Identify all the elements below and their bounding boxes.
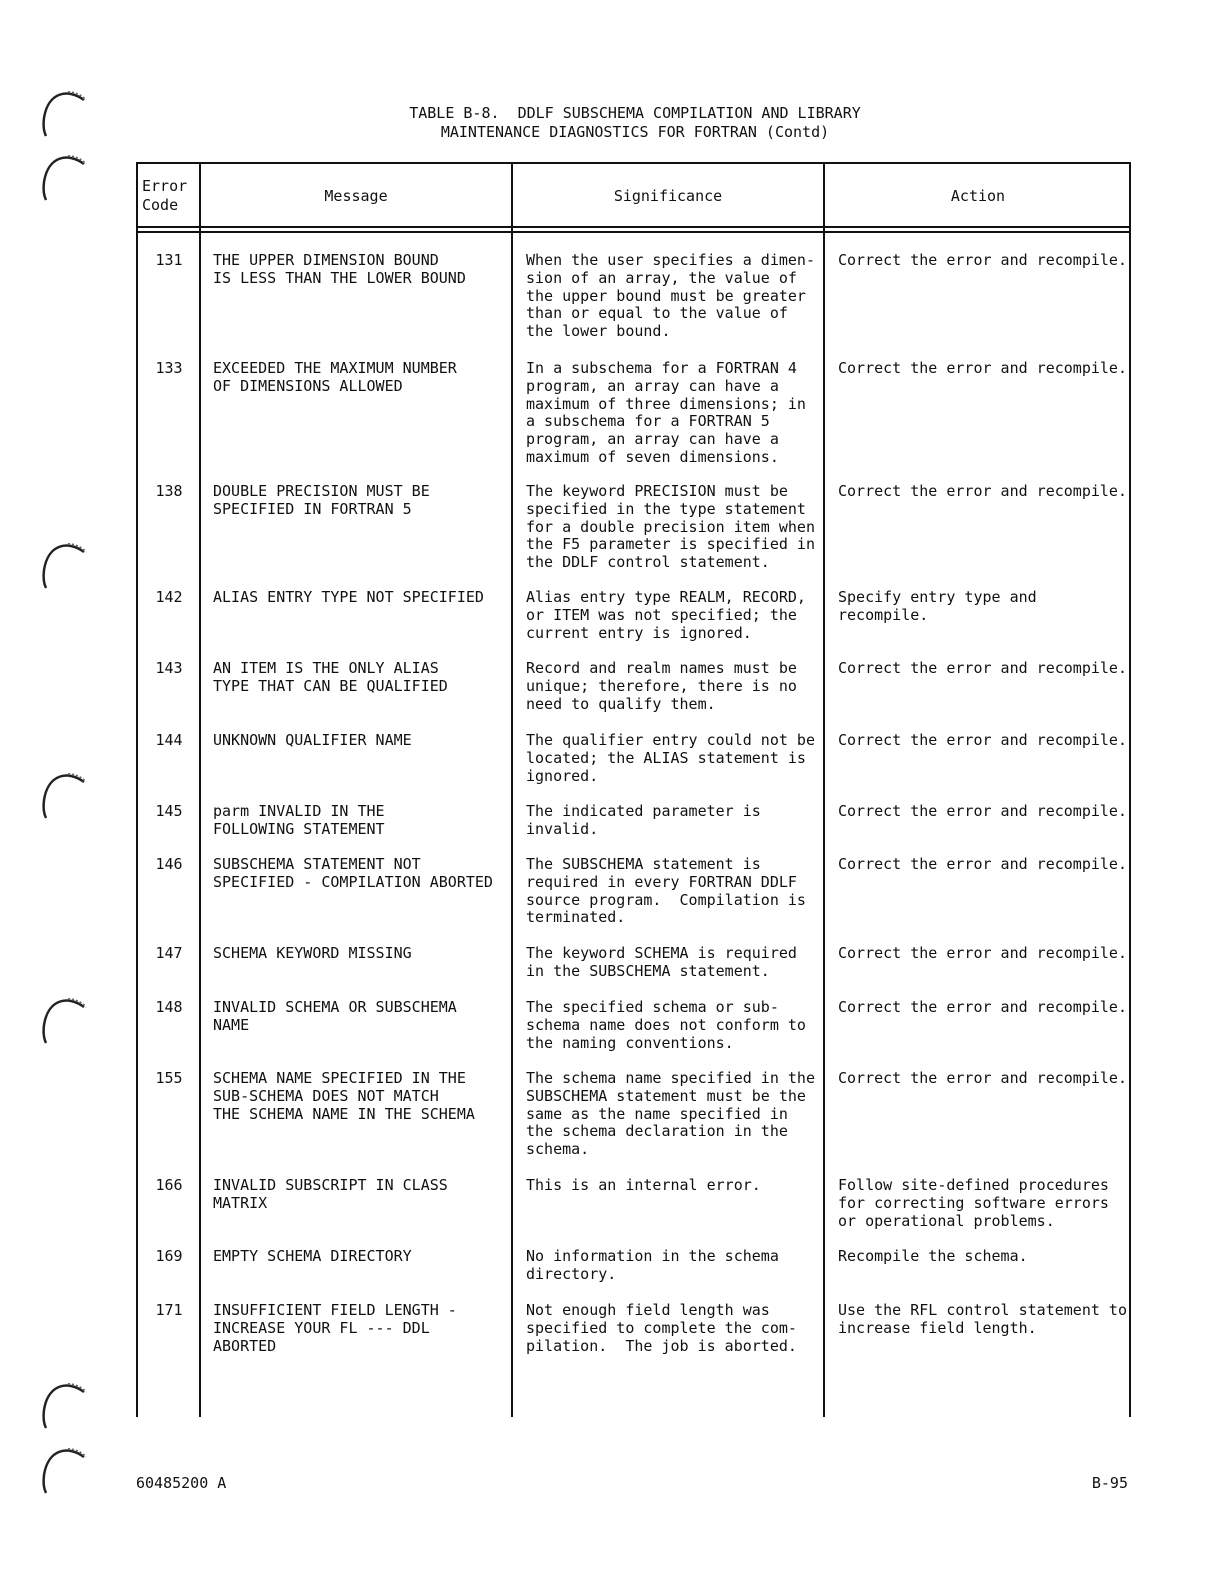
column-divider — [199, 164, 201, 1417]
error-code: 166 — [155, 1176, 183, 1194]
error-code: 155 — [155, 1069, 183, 1087]
action: Recompile the schema. — [838, 1247, 1028, 1265]
binder-hole-mark — [38, 1445, 90, 1495]
column-divider — [511, 164, 513, 1417]
action: Correct the error and recompile. — [838, 944, 1127, 962]
action: Correct the error and recompile. — [838, 802, 1127, 820]
action: Correct the error and recompile. — [838, 359, 1127, 377]
binder-hole-mark — [38, 540, 90, 590]
message: DOUBLE PRECISION MUST BE SPECIFIED IN FORTRAN 5 — [213, 482, 430, 518]
header-significance: Significance — [613, 186, 723, 205]
significance: The schema name specified in the SUBSCHEMA statement must be the same as the name specified in the schema declaration in the schema. — [526, 1069, 815, 1159]
binder-hole-mark — [38, 995, 90, 1045]
message: SCHEMA NAME SPECIFIED IN THE SUB-SCHEMA DOES NOT MATCH THE SCHEMA NAME IN THE SCHEMA — [213, 1069, 475, 1123]
error-code: 145 — [155, 802, 183, 820]
message: THE UPPER DIMENSION BOUND IS LESS THAN THE LOWER BOUND — [213, 251, 466, 287]
error-code: 143 — [155, 659, 183, 677]
column-divider — [823, 164, 825, 1417]
binder-hole-mark — [38, 152, 90, 202]
significance: The SUBSCHEMA statement is required in every FORTRAN DDLF source program. Compilation is terminated. — [526, 855, 806, 927]
message: INVALID SCHEMA OR SUBSCHEMA NAME — [213, 998, 457, 1034]
binder-hole-mark — [38, 770, 90, 820]
significance: In a subschema for a FORTRAN 4 program, an array can have a maximum of three dimensions; in a subschema for a FORTRAN 5 program, an array can have a maximum of seven dimensions. — [526, 359, 806, 466]
message: parm INVALID IN THE FOLLOWING STATEMENT — [213, 802, 385, 838]
message: INSUFFICIENT FIELD LENGTH - INCREASE YOUR FL --- DDL ABORTED — [213, 1301, 457, 1355]
significance: Not enough field length was specified to complete the com- pilation. The job is aborted. — [526, 1301, 797, 1355]
error-code: 142 — [155, 588, 183, 606]
message: UNKNOWN QUALIFIER NAME — [213, 731, 412, 749]
error-code: 144 — [155, 731, 183, 749]
significance: The specified schema or sub- schema name does not conform to the naming conventions. — [526, 998, 806, 1052]
action: Correct the error and recompile. — [838, 855, 1127, 873]
message: SCHEMA KEYWORD MISSING — [213, 944, 412, 962]
error-code: 133 — [155, 359, 183, 377]
error-code: 147 — [155, 944, 183, 962]
header-rule — [138, 231, 1129, 233]
header-error-code: Error Code — [142, 177, 188, 214]
header-action: Action — [950, 186, 1006, 205]
significance: Record and realm names must be unique; therefore, there is no need to qualify them. — [526, 659, 797, 713]
action: Correct the error and recompile. — [838, 251, 1127, 269]
action: Correct the error and recompile. — [838, 1069, 1127, 1087]
message: EMPTY SCHEMA DIRECTORY — [213, 1247, 412, 1265]
message: SUBSCHEMA STATEMENT NOT SPECIFIED - COMPILATION ABORTED — [213, 855, 493, 891]
message: AN ITEM IS THE ONLY ALIAS TYPE THAT CAN BE QUALIFIED — [213, 659, 448, 695]
significance: The indicated parameter is invalid. — [526, 802, 761, 838]
action: Correct the error and recompile. — [838, 998, 1127, 1016]
significance: This is an internal error. — [526, 1176, 761, 1194]
header-message: Message — [324, 186, 388, 205]
significance: The qualifier entry could not be located; the ALIAS statement is ignored. — [526, 731, 815, 785]
error-code: 148 — [155, 998, 183, 1016]
table-title-line-1: TABLE B-8. DDLF SUBSCHEMA COMPILATION AND LIBRARY — [409, 104, 861, 122]
error-code: 169 — [155, 1247, 183, 1265]
table-title-line-2: MAINTENANCE DIAGNOSTICS FOR FORTRAN (Contd) — [440, 123, 830, 141]
binder-hole-mark — [38, 1380, 90, 1430]
significance: Alias entry type REALM, RECORD, or ITEM was not specified; the current entry is ignored. — [526, 588, 806, 642]
action: Specify entry type and recompile. — [838, 588, 1037, 624]
action: Use the RFL control statement to increase field length. — [838, 1301, 1127, 1337]
diagnostics-table — [136, 162, 1131, 1417]
message: INVALID SUBSCRIPT IN CLASS MATRIX — [213, 1176, 448, 1212]
page-number: B-95 — [1091, 1474, 1128, 1492]
action: Correct the error and recompile. — [838, 659, 1127, 677]
significance: When the user specifies a dimen- sion of an array, the value of the upper bound must be greater than or equal to the value of the lower bound. — [526, 251, 815, 341]
significance: The keyword SCHEMA is required in the SUBSCHEMA statement. — [526, 944, 797, 980]
action: Correct the error and recompile. — [838, 731, 1127, 749]
action: Correct the error and recompile. — [838, 482, 1127, 500]
message: ALIAS ENTRY TYPE NOT SPECIFIED — [213, 588, 484, 606]
error-code: 131 — [155, 251, 183, 269]
error-code: 146 — [155, 855, 183, 873]
error-code: 138 — [155, 482, 183, 500]
error-code: 171 — [155, 1301, 183, 1319]
table-title — [0, 104, 1220, 142]
document-number: 60485200 A — [136, 1474, 227, 1492]
significance: No information in the schema directory. — [526, 1247, 779, 1283]
message: EXCEEDED THE MAXIMUM NUMBER OF DIMENSIONS ALLOWED — [213, 359, 457, 395]
significance: The keyword PRECISION must be specified in the type statement for a double precision item when the F5 parameter is specified in the DDLF control statement. — [526, 482, 815, 572]
action: Follow site-defined procedures for correcting software errors or operational problems. — [838, 1176, 1109, 1230]
